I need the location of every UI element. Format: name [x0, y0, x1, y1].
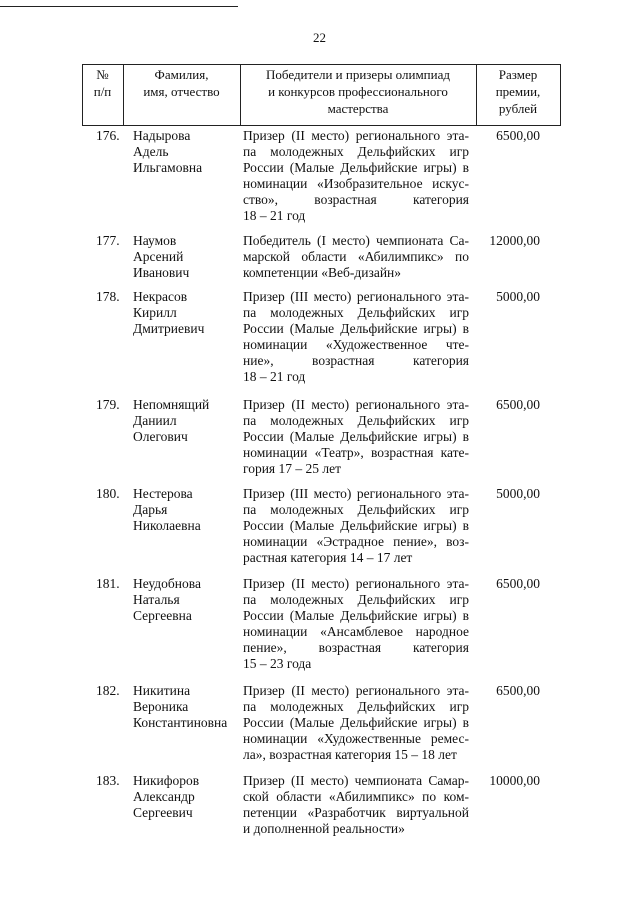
top-rule: [0, 6, 238, 7]
row-full-name: Наумов Арсений Иванович: [133, 233, 190, 280]
achievement-line: па молодежных Дельфийских игр: [243, 699, 469, 714]
achievement-line: пение», возрастная категория: [243, 640, 469, 655]
row-full-name: Нестерова Дарья Николаевна: [133, 486, 201, 533]
row-prize-amount: 6500,00: [496, 683, 540, 698]
achievement-line: номинации «Изобразительное искус-: [243, 176, 469, 191]
achievement-line: марской области «Абилимпикс» по: [243, 249, 469, 264]
page-number: 22: [313, 30, 326, 45]
row-achievement: [243, 128, 469, 224]
achievement-line: России (Малые Дельфийские игры) в: [243, 160, 469, 175]
row-achievement: [243, 486, 469, 566]
achievement-line: России (Малые Дельфийские игры) в: [243, 715, 469, 730]
achievement-line: Призер (II место) регионального эта-: [243, 128, 469, 143]
row-full-name: Непомнящий Даниил Олегович: [133, 397, 210, 444]
achievement-line: петенции «Разработчик виртуальной: [243, 805, 469, 820]
row-number: 176.: [96, 128, 120, 143]
row-full-name: Надырова Адель Ильгамовна: [133, 128, 203, 175]
achievement-line: Призер (III место) регионального эта-: [243, 486, 469, 501]
achievement-line: Призер (II место) чемпионата Самар-: [243, 773, 469, 788]
row-achievement: [243, 683, 469, 763]
achievement-line: гория 17 – 25 лет: [243, 461, 342, 476]
achievement-line: растная категория 14 – 17 лет: [243, 550, 413, 565]
row-number: 182.: [96, 683, 120, 698]
row-number: 180.: [96, 486, 120, 501]
header-num: № п/п: [93, 67, 112, 99]
header-achievement: Победители и призеры олимпиад и конкурсов профессионального мастерства: [266, 67, 450, 116]
header-prize: Размер премии, рублей: [495, 67, 541, 116]
achievement-line: номинации «Ансамблевое народное: [243, 624, 469, 639]
achievement-line: ской области «Абилимпикс» по ком-: [243, 789, 469, 804]
header-name: Фамилия, имя, отчество: [143, 67, 220, 99]
achievement-line: компетенции «Веб-дизайн»: [243, 265, 402, 280]
achievement-line: па молодежных Дельфийских игр: [243, 502, 469, 517]
row-prize-amount: 5000,00: [496, 486, 540, 501]
achievement-line: номинации «Театр», возрастная кате-: [243, 445, 469, 460]
row-achievement: [243, 233, 469, 281]
row-achievement: [243, 289, 469, 385]
achievement-line: России (Малые Дельфийские игры) в: [243, 608, 469, 623]
row-prize-amount: 12000,00: [489, 233, 540, 248]
row-achievement: [243, 397, 469, 477]
row-full-name: Неудобнова Наталья Сергеевна: [133, 576, 201, 623]
achievement-line: номинации «Художественное чте-: [243, 337, 469, 352]
achievement-line: ние», возрастная категория: [243, 353, 469, 368]
row-number: 177.: [96, 233, 120, 248]
achievement-line: России (Малые Дельфийские игры) в: [243, 321, 469, 336]
row-prize-amount: 6500,00: [496, 576, 540, 591]
achievement-line: па молодежных Дельфийских игр: [243, 413, 469, 428]
row-full-name: Некрасов Кирилл Дмитриевич: [133, 289, 205, 336]
row-number: 181.: [96, 576, 120, 591]
achievement-line: Призер (III место) регионального эта-: [243, 289, 469, 304]
achievement-line: и дополненной реальности»: [243, 821, 405, 836]
row-number: 179.: [96, 397, 120, 412]
achievement-line: номинации «Эстрадное пение», воз-: [243, 534, 469, 549]
achievement-line: 18 – 21 год: [243, 369, 306, 384]
achievement-line: России (Малые Дельфийские игры) в: [243, 518, 469, 533]
achievement-line: России (Малые Дельфийские игры) в: [243, 429, 469, 444]
row-number: 178.: [96, 289, 120, 304]
achievement-line: Победитель (I место) чемпионата Са-: [243, 233, 469, 248]
achievement-line: 15 – 23 года: [243, 656, 312, 671]
row-full-name: Никифоров Александр Сергеевич: [133, 773, 200, 820]
row-achievement: [243, 576, 469, 672]
achievement-line: номинации «Художественные ремес-: [243, 731, 469, 746]
achievement-line: ство», возрастная категория: [243, 192, 469, 207]
achievement-line: Призер (II место) регионального эта-: [243, 576, 469, 591]
row-prize-amount: 6500,00: [496, 397, 540, 412]
row-prize-amount: 6500,00: [496, 128, 540, 143]
row-full-name: Никитина Вероника Константиновна: [133, 683, 228, 730]
row-prize-amount: 10000,00: [489, 773, 540, 788]
achievement-line: Призер (II место) регионального эта-: [243, 397, 469, 412]
achievement-line: ла», возрастная категория 15 – 18 лет: [243, 747, 457, 762]
achievement-line: Призер (II место) регионального эта-: [243, 683, 469, 698]
achievement-line: па молодежных Дельфийских игр: [243, 144, 469, 159]
achievement-line: 18 – 21 год: [243, 208, 306, 223]
row-number: 183.: [96, 773, 120, 788]
row-achievement: [243, 773, 469, 837]
header-divider: [560, 64, 561, 126]
achievement-line: па молодежных Дельфийских игр: [243, 592, 469, 607]
row-prize-amount: 5000,00: [496, 289, 540, 304]
achievement-line: па молодежных Дельфийских игр: [243, 305, 469, 320]
